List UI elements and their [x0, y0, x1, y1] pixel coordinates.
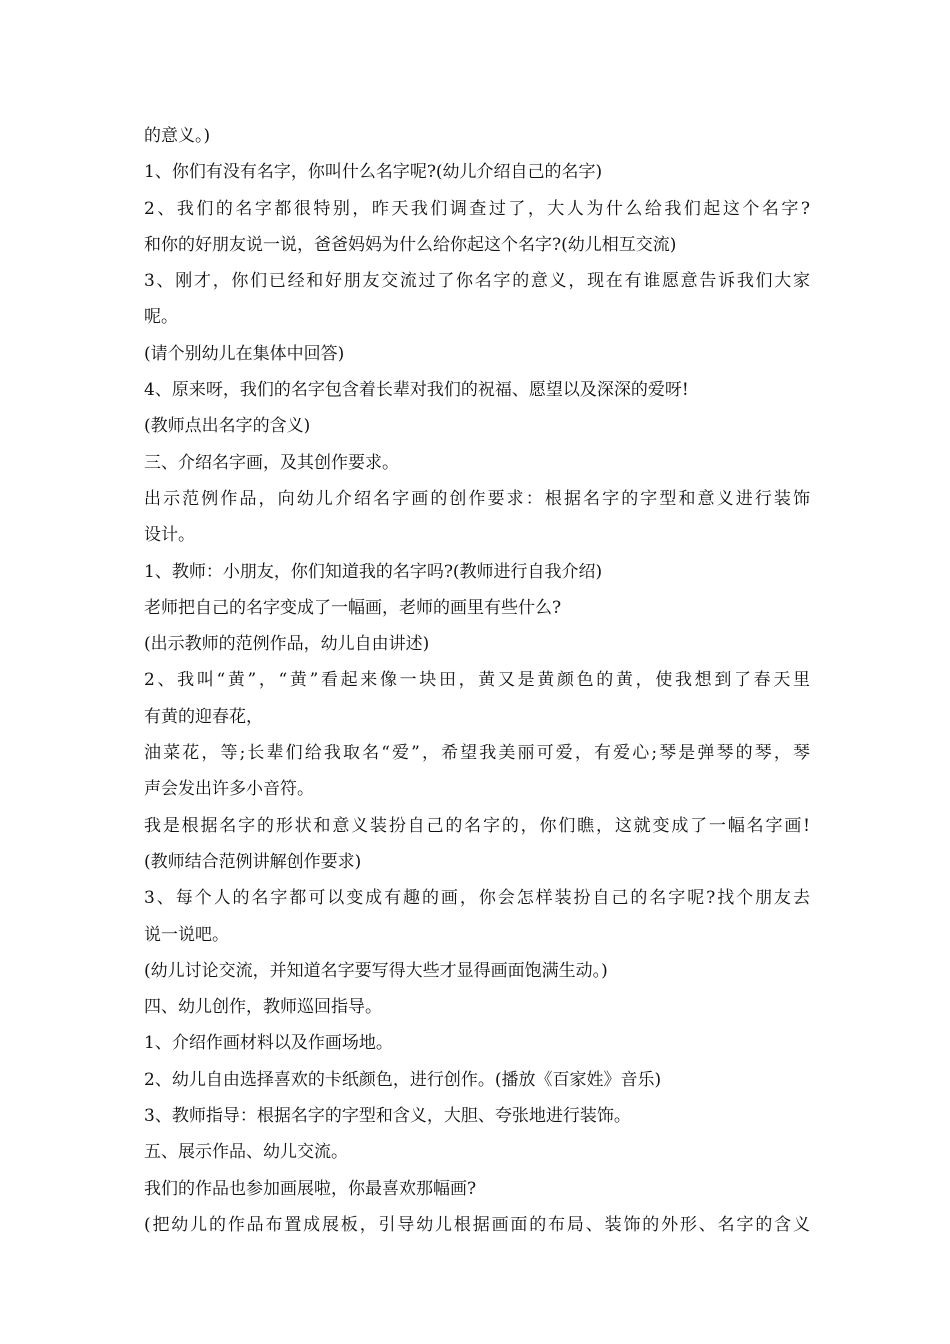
- text-line: 四、幼儿创作，教师巡回指导。: [144, 997, 382, 1018]
- text-line: 2、我叫“黄”，“黄”看起来像一块田，黄又是黄颜色的黄，使我想到了春天里: [144, 670, 810, 691]
- text-line: 说一说吧。: [144, 924, 229, 945]
- text-line: 有黄的迎春花，: [144, 706, 263, 727]
- text-line: 1、教师：小朋友，你们知道我的名字吗?(教师进行自我介绍): [144, 561, 603, 582]
- text-line: 设计。: [144, 525, 195, 546]
- text-line: 和你的好朋友说一说，爸爸妈妈为什么给你起这个名字?(幼儿相互交流): [144, 234, 677, 255]
- text-line: 五、展示作品、幼儿交流。: [144, 1142, 348, 1163]
- text-line: 油菜花，等;长辈们给我取名“爱”，希望我美丽可爱，有爱心;琴是弹琴的琴，琴: [144, 743, 810, 764]
- text-line: 我是根据名字的形状和意义装扮自己的名字的，你们瞧，这就变成了一幅名字画!: [144, 815, 810, 836]
- text-line: 老师把自己的名字变成了一幅画，老师的画里有些什么?: [144, 597, 562, 618]
- text-line: (教师结合范例讲解创作要求): [144, 851, 362, 872]
- text-line: (请个别幼儿在集体中回答): [144, 343, 345, 364]
- text-line: 2、幼儿自由选择喜欢的卡纸颜色，进行创作。(播放《百家姓》音乐): [144, 1069, 662, 1090]
- text-line: 我们的作品也参加画展啦，你最喜欢那幅画?: [144, 1178, 477, 1199]
- text-line: (出示教师的范例作品，幼儿自由讲述): [144, 634, 430, 655]
- text-line: (幼儿讨论交流，并知道名字要写得大些才显得画面饱满生动。): [144, 960, 608, 981]
- text-line: 1、介绍作画材料以及作画场地。: [144, 1033, 393, 1054]
- text-line: 的意义。): [144, 126, 211, 146]
- text-line: 声会发出许多小音符。: [144, 779, 314, 800]
- text-line: 呢。: [144, 307, 178, 328]
- text-line: 2、我们的名字都很特别，昨天我们调查过了，大人为什么给我们起这个名字?: [144, 198, 810, 219]
- text-line: 三、介绍名字画，及其创作要求。: [144, 452, 399, 473]
- document-body: [144, 118, 810, 1243]
- text-line: 4、原来呀，我们的名字包含着长辈对我们的祝福、愿望以及深深的爱呀!: [144, 380, 689, 401]
- text-line: 出示范例作品，向幼儿介绍名字画的创作要求：根据名字的字型和意义进行装饰: [144, 488, 810, 509]
- text-line: 3、刚才，你们已经和好朋友交流过了你名字的意义，现在有谁愿意告诉我们大家: [144, 271, 810, 292]
- text-line: (把幼儿的作品布置成展板，引导幼儿根据画面的布局、装饰的外形、名字的含义: [144, 1214, 810, 1235]
- text-line: 1、你们有没有名字，你叫什么名字呢?(幼儿介绍自己的名字): [144, 162, 603, 183]
- text-line: 3、教师指导：根据名字的字型和含义，大胆、夸张地进行装饰。: [144, 1106, 631, 1127]
- text-line: 3、每个人的名字都可以变成有趣的画，你会怎样装扮自己的名字呢?找个朋友去: [144, 888, 810, 909]
- text-line: (教师点出名字的含义): [144, 416, 311, 437]
